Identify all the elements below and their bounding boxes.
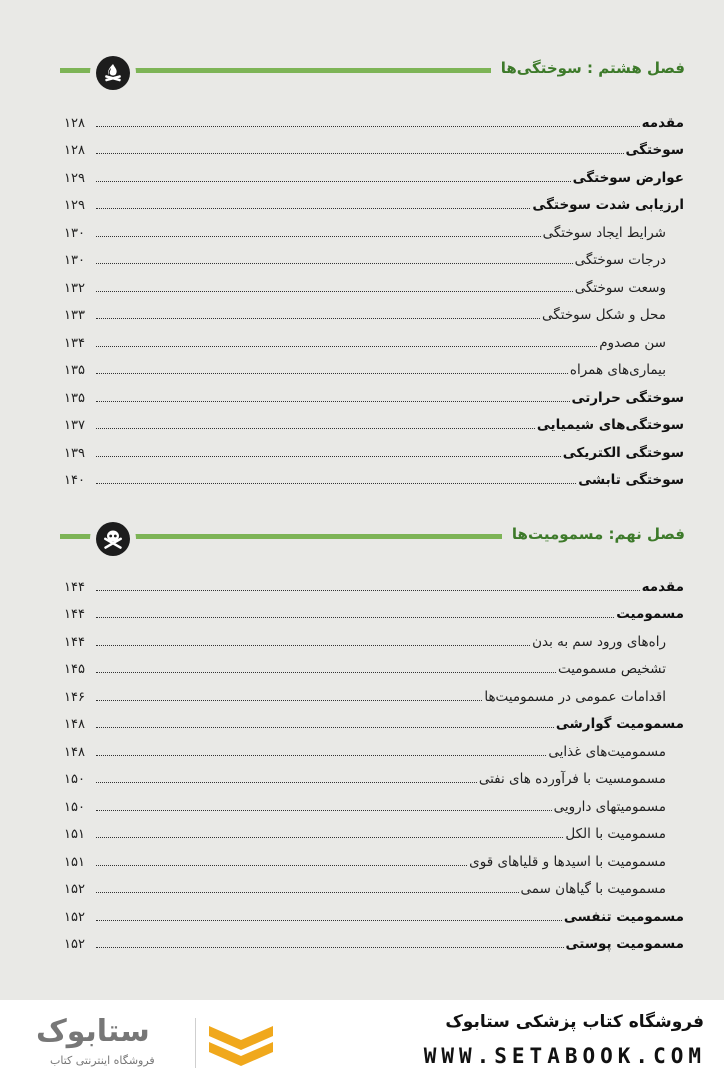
toc-entry — [64, 106, 684, 134]
chapter-9-title: فصل نهم: مسمومیت‌ها — [502, 520, 685, 548]
store-footer — [0, 1000, 724, 1080]
toc-entry — [64, 299, 684, 327]
dot-leader — [96, 456, 561, 457]
toc-entry-title: سوختگی — [625, 142, 684, 158]
toc-entry-title: اقدامات عمومی در مسمومیت‌ها — [484, 688, 666, 705]
toc-entry-page-number: ۱۵۰ — [64, 772, 85, 787]
toc-entry-title: مسمومیت پوستی — [565, 936, 684, 952]
toc-entry-title: مسمومیت با گیاهان سمی — [520, 881, 666, 897]
toc-entry — [64, 354, 684, 382]
toc-entry-page-number: ۱۴۴ — [64, 634, 85, 650]
toc-entry-title: سوختگی تابشی — [578, 472, 684, 488]
store-name: فروشگاه کتاب پزشکی ستابوک — [445, 1012, 704, 1032]
campfire-icon — [90, 50, 136, 96]
toc-entry — [64, 598, 684, 626]
toc-entry-title: وسعت سوختگی — [574, 279, 666, 296]
toc-entry-title: ارزیابی شدت سوختگی — [532, 197, 684, 213]
toc-entry-page-number: ۱۵۲ — [64, 937, 85, 952]
chapter-8-header — [60, 50, 685, 90]
toc-entry-page-number: ۱۳۰ — [64, 225, 85, 241]
dot-leader — [96, 401, 570, 402]
toc-entry-page-number: ۱۳۰ — [64, 253, 85, 268]
toc-entry-page-number: ۱۵۲ — [64, 882, 85, 897]
toc-entry-title: تشخیص مسمومیت — [557, 661, 666, 677]
toc-entry — [64, 381, 684, 409]
toc-entry — [64, 900, 684, 928]
toc-entry — [64, 409, 684, 437]
footer-divider — [195, 1018, 196, 1068]
dot-leader — [96, 126, 640, 127]
skull-crossbones-icon — [90, 516, 136, 562]
dot-leader — [96, 645, 530, 646]
brand-tagline: فروشگاه اینترنتی کتاب — [50, 1054, 155, 1067]
toc-entry-title: سوختگی‌های شیمیایی — [536, 417, 684, 433]
toc-entry — [64, 763, 684, 791]
dot-leader — [96, 892, 519, 893]
toc-entry — [64, 625, 684, 653]
toc-entry-page-number: ۱۵۱ — [64, 854, 85, 870]
toc-entry-title: درجات سوختگی — [574, 252, 666, 268]
toc-entry — [64, 161, 684, 189]
dot-leader — [96, 700, 482, 701]
dot-leader — [96, 153, 624, 154]
toc-entry-page-number: ۱۲۸ — [64, 143, 85, 158]
dot-leader — [96, 318, 540, 319]
toc-entry-title: راه‌های ورود سم به بدن — [532, 633, 666, 650]
toc-entry-title: شرایط ایجاد سوختگی — [542, 224, 666, 241]
toc-entry — [64, 818, 684, 846]
dot-leader — [96, 291, 573, 292]
toc-entry-title: سوختگی حرارتی — [571, 389, 684, 406]
toc-entry — [64, 873, 684, 901]
toc-entry-page-number: ۱۳۲ — [64, 280, 85, 296]
toc-entry — [64, 653, 684, 681]
dot-leader — [96, 590, 640, 591]
toc-entry — [64, 216, 684, 244]
dot-leader — [96, 346, 597, 347]
dot-leader — [96, 782, 477, 783]
toc-entry-title: عوارض سوختگی — [572, 169, 684, 186]
toc-entry-title: بیماری‌های همراه — [569, 362, 666, 378]
toc-entry-title: مقدمه — [641, 114, 684, 131]
dot-leader — [96, 181, 571, 182]
toc-entry-title: سوختگی الکتریکی — [562, 444, 684, 461]
toc-entry-page-number: ۱۳۳ — [64, 308, 85, 323]
toc-entry-page-number: ۱۳۷ — [64, 418, 85, 433]
toc-entry-page-number: ۱۲۸ — [64, 115, 85, 131]
dot-leader — [96, 428, 535, 429]
toc-entry — [64, 570, 684, 598]
toc-entry-page-number: ۱۴۴ — [64, 579, 85, 595]
chapter-8-toc — [64, 106, 684, 491]
dot-leader — [96, 483, 576, 484]
dot-leader — [96, 727, 554, 728]
toc-entry-page-number: ۱۲۹ — [64, 170, 85, 186]
toc-entry-title: مسمومسیت با فرآورده های نفتی — [478, 771, 666, 787]
brand-logo-text: ستابوک — [36, 1014, 150, 1049]
toc-entry-title: مسمومیت‌های غذایی — [548, 743, 666, 760]
dot-leader — [96, 920, 562, 921]
toc-entry-title: مسمومیت با اسیدها و قلیاهای قوی — [469, 853, 666, 870]
toc-entry-title: سن مصدوم — [599, 334, 666, 351]
chapter-9-toc — [64, 570, 684, 955]
toc-entry-title: مسمومیت گوارشی — [555, 716, 684, 732]
toc-entry-title: مسمومیتهای دارویی — [553, 798, 666, 815]
toc-entry-page-number: ۱۳۵ — [64, 390, 85, 406]
chapter-8-title: فصل هشتم : سوختگی‌ها — [491, 54, 685, 82]
toc-entry-page-number: ۱۳۹ — [64, 445, 85, 461]
toc-entry-page-number: ۱۲۹ — [64, 198, 85, 213]
dot-leader — [96, 865, 467, 866]
toc-entry-page-number: ۱۵۱ — [64, 827, 85, 842]
toc-entry — [64, 326, 684, 354]
toc-entry-page-number: ۱۴۶ — [64, 689, 85, 705]
toc-entry-title: محل و شکل سوختگی — [542, 307, 666, 323]
toc-entry-title: مقدمه — [641, 578, 684, 595]
dot-leader — [96, 373, 568, 374]
toc-entry — [64, 845, 684, 873]
toc-entry-page-number: ۱۴۴ — [64, 607, 85, 622]
toc-entry-page-number: ۱۴۰ — [64, 473, 85, 488]
dot-leader — [96, 947, 564, 948]
toc-entry-page-number: ۱۴۵ — [64, 662, 85, 677]
toc-entry — [64, 271, 684, 299]
toc-entry-page-number: ۱۵۰ — [64, 799, 85, 815]
toc-entry-page-number: ۱۳۵ — [64, 363, 85, 378]
dot-leader — [96, 208, 530, 209]
toc-entry-page-number: ۱۴۸ — [64, 744, 85, 760]
toc-entry — [64, 244, 684, 272]
chapter-9-header — [60, 516, 685, 556]
toc-entry — [64, 708, 684, 736]
toc-entry — [64, 436, 684, 464]
toc-entry-page-number: ۱۵۲ — [64, 909, 85, 925]
toc-entry — [64, 680, 684, 708]
toc-entry — [64, 134, 684, 162]
dot-leader — [96, 236, 541, 237]
toc-entry-page-number: ۱۳۴ — [64, 335, 85, 351]
toc-entry — [64, 790, 684, 818]
toc-entry — [64, 928, 684, 956]
toc-entry — [64, 189, 684, 217]
toc-entry — [64, 735, 684, 763]
website-url: WWW.SETABOOK.COM — [423, 1044, 706, 1068]
setabook-logo-icon — [205, 1022, 277, 1068]
toc-entry-page-number: ۱۴۸ — [64, 717, 85, 732]
toc-entry-title: مسمومیت تنفسی — [563, 908, 684, 925]
dot-leader — [96, 810, 552, 811]
toc-entry-title: مسمومیت — [616, 606, 684, 622]
dot-leader — [96, 263, 573, 264]
toc-entry — [64, 464, 684, 492]
dot-leader — [96, 672, 556, 673]
dot-leader — [96, 755, 546, 756]
dot-leader — [96, 837, 563, 838]
toc-entry-title: مسمومیت با الکل — [565, 826, 666, 842]
dot-leader — [96, 617, 614, 618]
